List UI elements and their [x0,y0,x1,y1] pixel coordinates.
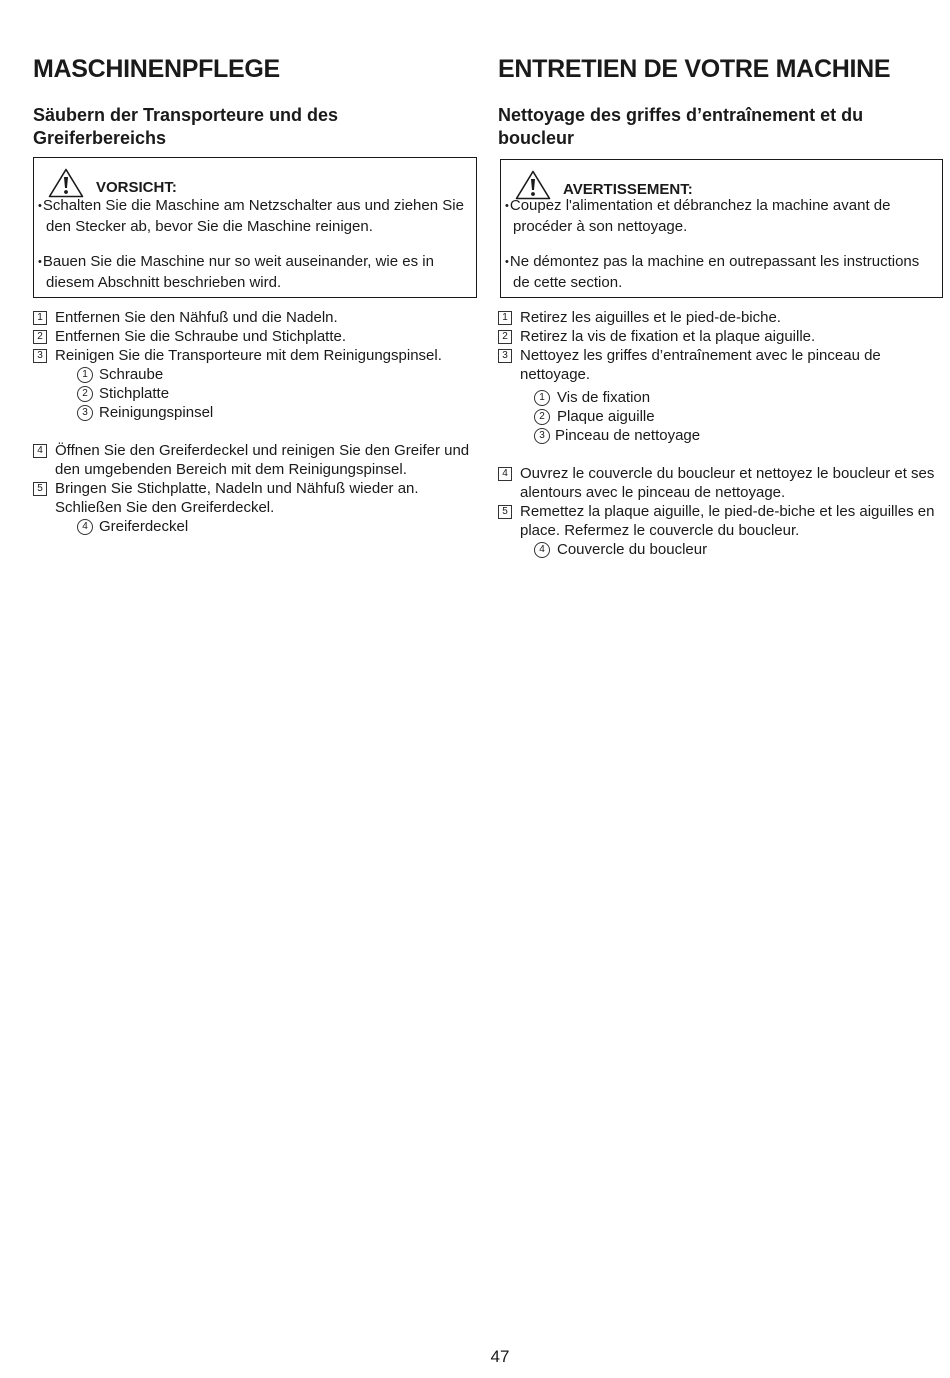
caution-item: •Schalten Sie die Maschine am Netzschalter aus und ziehen Sie den Stecker ab, bevor Sie die Maschine reinigen. [38,197,464,235]
warning-triangle-icon [48,168,84,198]
section-title: MASCHINENPFLEGE [33,55,280,83]
part-label: 1 Schraube [33,365,477,384]
part-label: 3 Pinceau de nettoyage [498,426,943,445]
step-item: 1 Entfernen Sie den Nähfuß und die Nadeln. [33,308,477,327]
warning-item: •Ne démontez pas la machine en outrepassant les instructions de cette section. [505,253,920,291]
section-subtitle: Nettoyage des griffes d’entraînement et du boucleur [498,105,864,148]
step-item: 1 Retirez les aiguilles et le pied-de-biche. [498,308,943,327]
part-label: 1 Vis de fixation [498,388,943,407]
step-item: 3 Reinigen Sie die Transporteure mit dem Reinigungspinsel. [33,346,477,365]
caution-box [33,157,477,298]
step-item: 3 Nettoyez les griffes d’entraînement avec le pinceau de nettoyage. [498,346,943,384]
caution-item: •Bauen Sie die Maschine nur so weit auseinander, wie es in diesem Abschnitt beschrieben wird. [38,253,434,291]
step-item: 5 Bringen Sie Stichplatte, Nadeln und Nähfuß wieder an. Schließen Sie den Greiferdeckel. [33,479,477,517]
part-label: 2 Plaque aiguille [498,407,943,426]
caution-label: VORSICHT: [96,179,177,196]
step-list [33,308,477,536]
warning-box [500,159,943,298]
warning-item: •Coupez l'alimentation et débranchez la machine avant de procéder à son nettoyage. [505,197,891,235]
spacer [33,422,477,441]
step-item: 5 Remettez la plaque aiguille, le pied-de-biche et les aiguilles en place. Refermez le couvercle du boucleur. [498,502,943,540]
step-item: 4 Ouvrez le couvercle du boucleur et nettoyez le boucleur et ses alentours avec le pinceau de nettoyage. [498,464,943,502]
step-list [498,308,943,559]
section-title: ENTRETIEN DE VOTRE MACHINE [498,55,891,83]
warning-label: AVERTISSEMENT: [563,181,693,198]
step-item: 4 Öffnen Sie den Greiferdeckel und reinigen Sie den Greifer und den umgebenden Bereich mit dem Reinigungspinsel. [33,441,477,479]
step-item: 2 Retirez la vis de fixation et la plaque aiguille. [498,327,943,346]
part-label: 2 Stichplatte [33,384,477,403]
step-item: 2 Entfernen Sie die Schraube und Stichplatte. [33,327,477,346]
part-label: 4 Couvercle du boucleur [498,540,943,559]
section-subtitle: Säubern der Transporteure und des Greiferbereichs [33,105,339,148]
page-number: 47 [490,1347,510,1366]
part-label: 3 Reinigungspinsel [33,403,477,422]
caution-header [48,168,177,198]
spacer [498,445,943,464]
part-label: 4 Greiferdeckel [33,517,477,536]
